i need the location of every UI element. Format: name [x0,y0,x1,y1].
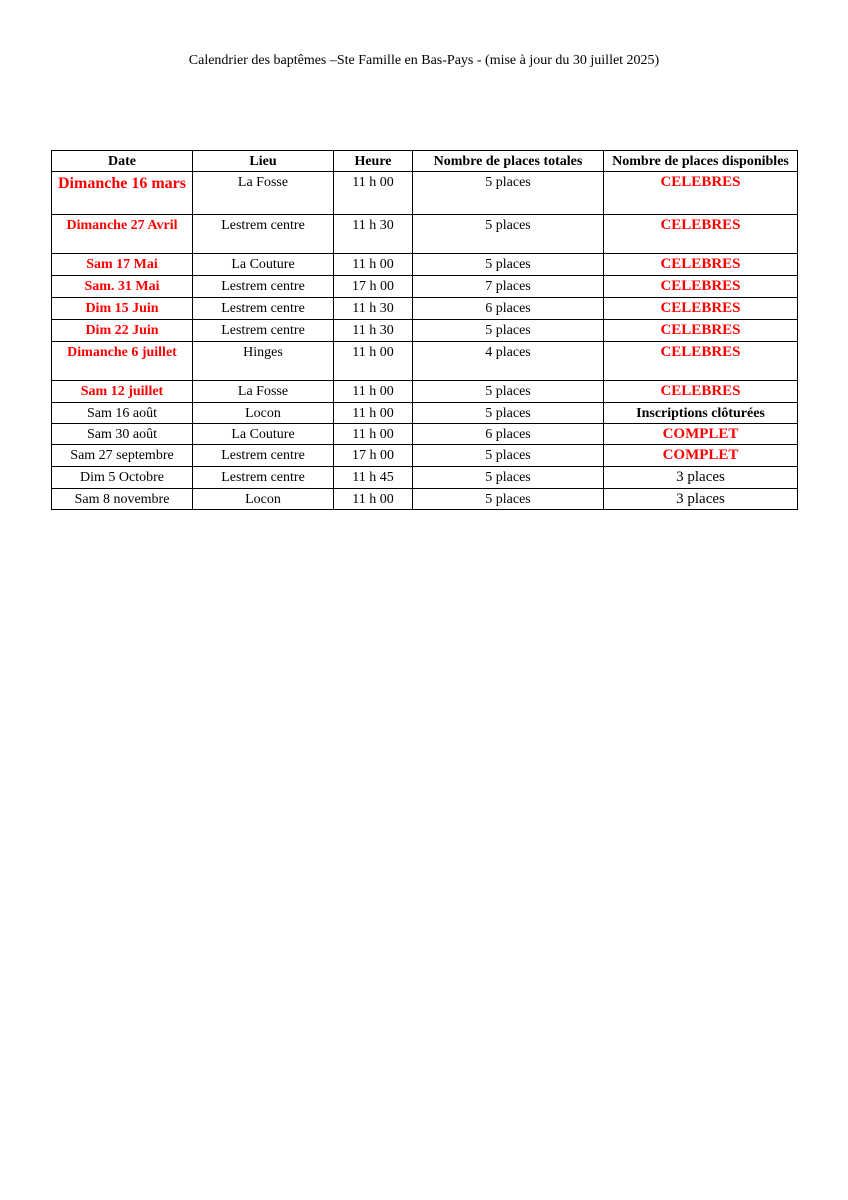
cell-lieu: La Couture [193,254,334,276]
table-row [52,276,798,298]
header-lieu: Lieu [193,151,334,172]
cell-places-disponibles: CELEBRES [604,342,798,381]
cell-places-disponibles: CELEBRES [604,276,798,298]
cell-places-totales: 5 places [413,320,604,342]
table-row [52,342,798,381]
cell-heure: 11 h 00 [334,342,413,381]
cell-heure: 11 h 30 [334,215,413,254]
cell-lieu: Locon [193,489,334,510]
cell-places-totales: 5 places [413,381,604,403]
table-row [52,215,798,254]
cell-places-totales: 6 places [413,424,604,445]
cell-heure: 11 h 30 [334,298,413,320]
cell-places-totales: 5 places [413,445,604,467]
cell-lieu: La Couture [193,424,334,445]
header-places-disponibles: Nombre de places disponibles [604,151,798,172]
cell-heure: 11 h 00 [334,172,413,215]
cell-date: Dimanche 6 juillet [52,342,193,381]
cell-date: Dim 22 Juin [52,320,193,342]
table-row [52,467,798,489]
cell-heure: 11 h 30 [334,320,413,342]
cell-lieu: Hinges [193,342,334,381]
table-row [52,424,798,445]
cell-lieu: La Fosse [193,172,334,215]
table-body [52,172,798,510]
cell-lieu: Lestrem centre [193,276,334,298]
cell-places-disponibles: CELEBRES [604,172,798,215]
cell-heure: 11 h 00 [334,424,413,445]
cell-places-disponibles: CELEBRES [604,298,798,320]
table-row [52,445,798,467]
cell-places-totales: 5 places [413,215,604,254]
cell-heure: 11 h 00 [334,381,413,403]
cell-places-totales: 7 places [413,276,604,298]
page-title: Calendrier des baptêmes –Ste Famille en Bas-Pays - (mise à jour du 30 juillet 2025) [188,53,660,68]
cell-lieu: Lestrem centre [193,320,334,342]
cell-date: Sam 30 août [52,424,193,445]
table-row [52,254,798,276]
table-row [52,403,798,424]
cell-places-disponibles: 3 places [604,489,798,510]
cell-places-disponibles: CELEBRES [604,320,798,342]
cell-lieu: Lestrem centre [193,298,334,320]
cell-date: Dim 15 Juin [52,298,193,320]
cell-places-disponibles: COMPLET [604,424,798,445]
cell-date: Sam 27 septembre [52,445,193,467]
cell-date: Sam. 31 Mai [52,276,193,298]
header-heure: Heure [334,151,413,172]
cell-heure: 11 h 00 [334,489,413,510]
cell-places-totales: 5 places [413,489,604,510]
cell-heure: 11 h 45 [334,467,413,489]
cell-heure: 11 h 00 [334,403,413,424]
table-row [52,172,798,215]
cell-lieu: Lestrem centre [193,445,334,467]
cell-lieu: La Fosse [193,381,334,403]
cell-heure: 11 h 00 [334,254,413,276]
cell-heure: 17 h 00 [334,276,413,298]
cell-places-disponibles: COMPLET [604,445,798,467]
cell-places-totales: 6 places [413,298,604,320]
baptism-schedule-table [51,150,798,510]
cell-places-disponibles: Inscriptions clôturées [604,403,798,424]
cell-places-disponibles: CELEBRES [604,254,798,276]
cell-date: Dimanche 16 mars [52,172,193,215]
cell-date: Dimanche 27 Avril [52,215,193,254]
cell-date: Sam 12 juillet [52,381,193,403]
table-row [52,489,798,510]
cell-lieu: Lestrem centre [193,467,334,489]
cell-date: Sam 16 août [52,403,193,424]
table-row [52,381,798,403]
cell-places-disponibles: CELEBRES [604,381,798,403]
table-header-row [52,151,798,172]
cell-date: Sam 8 novembre [52,489,193,510]
table-row [52,320,798,342]
cell-places-totales: 4 places [413,342,604,381]
table-row [52,298,798,320]
cell-date: Sam 17 Mai [52,254,193,276]
cell-places-totales: 5 places [413,403,604,424]
cell-lieu: Lestrem centre [193,215,334,254]
cell-heure: 17 h 00 [334,445,413,467]
cell-date: Dim 5 Octobre [52,467,193,489]
cell-places-totales: 5 places [413,172,604,215]
cell-places-totales: 5 places [413,254,604,276]
cell-places-totales: 5 places [413,467,604,489]
cell-lieu: Locon [193,403,334,424]
cell-places-disponibles: 3 places [604,467,798,489]
header-places-totales: Nombre de places totales [413,151,604,172]
cell-places-disponibles: CELEBRES [604,215,798,254]
header-date: Date [52,151,193,172]
